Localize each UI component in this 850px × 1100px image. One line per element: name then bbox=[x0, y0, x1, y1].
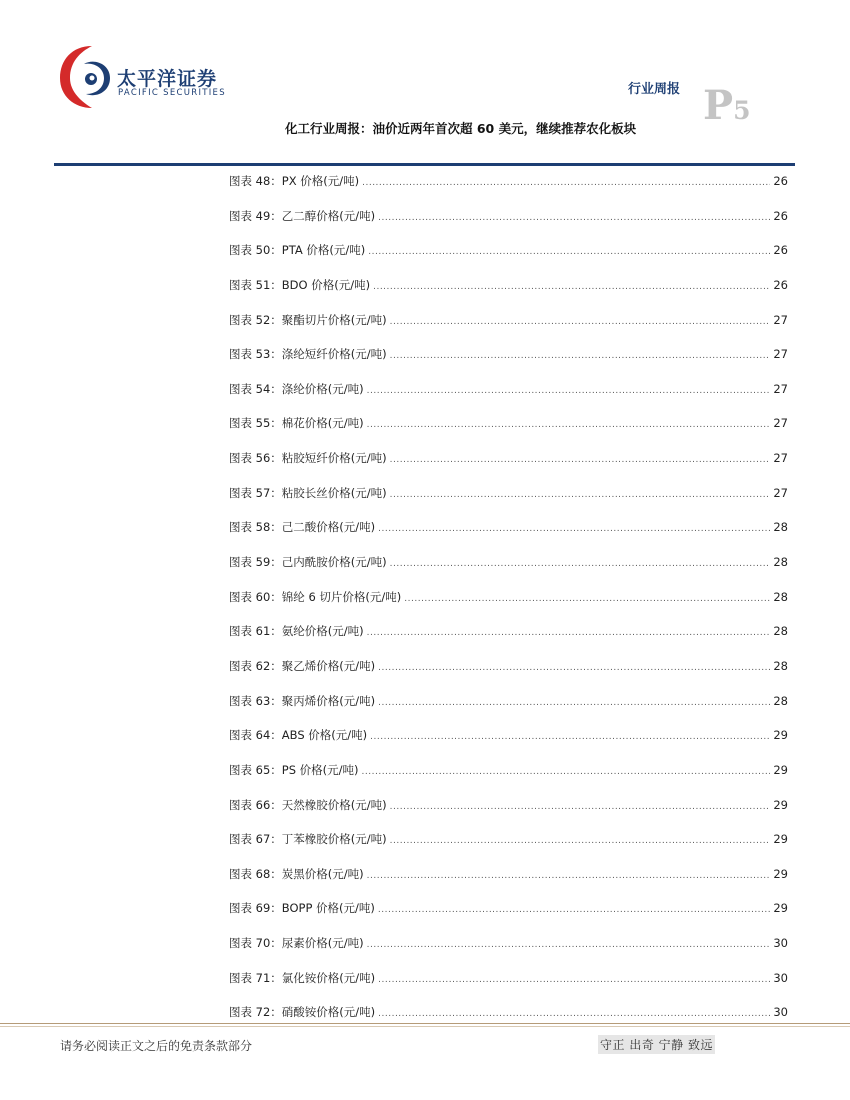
toc-entry-label: 图表 69：BOPP 价格(元/吨) bbox=[229, 901, 375, 916]
toc-entry[interactable] bbox=[229, 589, 788, 624]
toc-dot-leader bbox=[378, 698, 770, 708]
toc-dot-leader bbox=[367, 628, 771, 638]
toc-entry-page: 28 bbox=[773, 589, 788, 604]
toc-entry[interactable] bbox=[229, 450, 788, 485]
toc-entry[interactable] bbox=[229, 623, 788, 658]
toc-entry-label: 图表 71：氯化铵价格(元/吨) bbox=[229, 970, 376, 985]
toc-entry[interactable] bbox=[229, 381, 788, 416]
toc-entry-label: 图表 67：丁苯橡胶价格(元/吨) bbox=[229, 832, 387, 847]
toc-entry-label: 图表 58：己二酸价格(元/吨) bbox=[229, 520, 376, 535]
toc-entry-page: 30 bbox=[773, 936, 788, 951]
report-type-label: 行业周报 bbox=[628, 82, 681, 97]
toc-entry[interactable] bbox=[229, 415, 788, 450]
toc-entry[interactable] bbox=[229, 346, 788, 381]
toc-entry-label: 图表 48：PX 价格(元/吨) bbox=[229, 174, 360, 188]
toc-entry[interactable] bbox=[229, 277, 788, 312]
toc-entry[interactable] bbox=[229, 935, 788, 970]
toc-entry-page: 26 bbox=[773, 208, 788, 223]
toc-entry[interactable] bbox=[229, 797, 788, 832]
toc-dot-leader bbox=[378, 524, 770, 534]
toc-entry-label: 图表 59：己内酰胺价格(元/吨) bbox=[229, 555, 387, 570]
toc-entry-page: 27 bbox=[773, 381, 788, 396]
toc-entry[interactable] bbox=[229, 866, 788, 901]
toc-entry[interactable] bbox=[229, 242, 788, 277]
toc-entry[interactable] bbox=[229, 554, 788, 589]
toc-entry-label: 图表 60：锦纶 6 切片价格(元/吨) bbox=[229, 589, 402, 604]
toc-entry[interactable] bbox=[229, 970, 788, 1005]
footer-disclaimer: 请务必阅读正文之后的免责条款部分 bbox=[60, 1039, 253, 1053]
toc-entry-label: 图表 51：BDO 价格(元/吨) bbox=[229, 277, 371, 292]
toc-entry-label: 图表 55：棉花价格(元/吨) bbox=[229, 416, 364, 431]
toc-dot-leader bbox=[373, 282, 770, 292]
toc-dot-leader bbox=[367, 420, 771, 430]
toc-entry-label: 图表 68：炭黑价格(元/吨) bbox=[229, 866, 364, 881]
toc-entry-page: 26 bbox=[773, 174, 788, 188]
brand-name-cn: 太平洋证券 bbox=[117, 68, 218, 90]
footer-motto: 守正 出奇 宁静 致远 bbox=[598, 1035, 715, 1054]
toc-dot-leader bbox=[390, 351, 771, 361]
pacific-securities-logo bbox=[58, 42, 122, 112]
toc-dot-leader bbox=[362, 178, 770, 188]
toc-entry-label: 图表 65：PS 价格(元/吨) bbox=[229, 762, 359, 777]
toc-entry[interactable] bbox=[229, 208, 788, 243]
toc-entry[interactable] bbox=[229, 485, 788, 520]
toc-entry-page: 27 bbox=[773, 347, 788, 362]
toc-dot-leader bbox=[368, 247, 770, 257]
toc-entry-label: 图表 56：粘胶短纤价格(元/吨) bbox=[229, 451, 387, 466]
toc-entry-page: 29 bbox=[773, 797, 788, 812]
toc-entry[interactable] bbox=[229, 519, 788, 554]
toc-entry-page: 29 bbox=[773, 866, 788, 881]
toc-entry-page: 27 bbox=[773, 312, 788, 327]
toc-dot-leader bbox=[367, 386, 771, 396]
page-number-value: 5 bbox=[733, 96, 751, 125]
toc-entry-label: 图表 52：聚酯切片价格(元/吨) bbox=[229, 312, 387, 327]
toc-entry-page: 26 bbox=[773, 243, 788, 258]
footer-divider bbox=[0, 1023, 850, 1024]
toc-dot-leader bbox=[378, 975, 770, 985]
footer-divider-secondary bbox=[0, 1026, 850, 1027]
toc-dot-leader bbox=[378, 905, 770, 915]
toc-entry-label: 图表 72：硝酸铵价格(元/吨) bbox=[229, 1005, 376, 1020]
toc-entry-page: 29 bbox=[773, 728, 788, 743]
toc-entry[interactable] bbox=[229, 693, 788, 728]
toc-entry[interactable] bbox=[229, 762, 788, 797]
toc-entry-label: 图表 63：聚丙烯价格(元/吨) bbox=[229, 693, 376, 708]
toc-entry-page: 28 bbox=[773, 624, 788, 639]
toc-entry-label: 图表 53：涤纶短纤价格(元/吨) bbox=[229, 347, 387, 362]
toc-dot-leader bbox=[367, 940, 771, 950]
toc-entry[interactable] bbox=[229, 1004, 788, 1039]
toc-dot-leader bbox=[367, 871, 771, 881]
toc-dot-leader bbox=[378, 663, 770, 673]
toc-entry[interactable] bbox=[229, 312, 788, 347]
toc-entry-page: 29 bbox=[773, 762, 788, 777]
header-divider bbox=[54, 163, 795, 166]
toc-entry-page: 28 bbox=[773, 520, 788, 535]
toc-dot-leader bbox=[390, 836, 771, 846]
toc-dot-leader bbox=[390, 559, 771, 569]
toc-dot-leader bbox=[378, 1009, 770, 1019]
toc-entry-page: 30 bbox=[773, 1005, 788, 1020]
toc-entry[interactable] bbox=[229, 900, 788, 935]
toc-entry-page: 30 bbox=[773, 970, 788, 985]
toc-dot-leader bbox=[390, 317, 771, 327]
toc-entry-label: 图表 49：乙二醇价格(元/吨) bbox=[229, 208, 376, 223]
toc-entry-label: 图表 54：涤纶价格(元/吨) bbox=[229, 381, 364, 396]
brand-name-en: PACIFIC SECURITIES bbox=[118, 88, 226, 98]
toc-dot-leader bbox=[390, 802, 771, 812]
toc-entry-label: 图表 66：天然橡胶价格(元/吨) bbox=[229, 797, 387, 812]
toc-entry-page: 28 bbox=[773, 555, 788, 570]
toc-entry-label: 图表 70：尿素价格(元/吨) bbox=[229, 936, 364, 951]
toc-entry[interactable] bbox=[229, 173, 788, 208]
toc-entry[interactable] bbox=[229, 658, 788, 693]
toc-entry-page: 27 bbox=[773, 485, 788, 500]
toc-entry-label: 图表 64：ABS 价格(元/吨) bbox=[229, 728, 368, 743]
page-number-letter: P bbox=[703, 82, 734, 129]
toc-entry-label: 图表 61：氨纶价格(元/吨) bbox=[229, 624, 364, 639]
toc-entry[interactable] bbox=[229, 727, 788, 762]
toc-entry-label: 图表 50：PTA 价格(元/吨) bbox=[229, 243, 366, 258]
toc-entry[interactable] bbox=[229, 831, 788, 866]
toc-entry-page: 28 bbox=[773, 693, 788, 708]
figure-toc-list bbox=[229, 173, 788, 1039]
toc-entry-page: 28 bbox=[773, 658, 788, 673]
toc-dot-leader bbox=[390, 455, 771, 465]
report-title: 化工行业周报：油价近两年首次超 60 美元，继续推荐农化板块 bbox=[285, 121, 637, 136]
toc-entry-page: 29 bbox=[773, 832, 788, 847]
toc-entry-label: 图表 57：粘胶长丝价格(元/吨) bbox=[229, 485, 387, 500]
toc-dot-leader bbox=[390, 490, 771, 500]
toc-entry-page: 26 bbox=[773, 277, 788, 292]
toc-dot-leader bbox=[378, 213, 770, 223]
toc-dot-leader bbox=[404, 594, 770, 604]
toc-entry-page: 27 bbox=[773, 416, 788, 431]
toc-entry-page: 29 bbox=[773, 901, 788, 916]
toc-dot-leader bbox=[370, 732, 770, 742]
page-number bbox=[703, 82, 750, 129]
toc-dot-leader bbox=[362, 767, 771, 777]
toc-entry-label: 图表 62：聚乙烯价格(元/吨) bbox=[229, 658, 376, 673]
toc-entry-page: 27 bbox=[773, 451, 788, 466]
